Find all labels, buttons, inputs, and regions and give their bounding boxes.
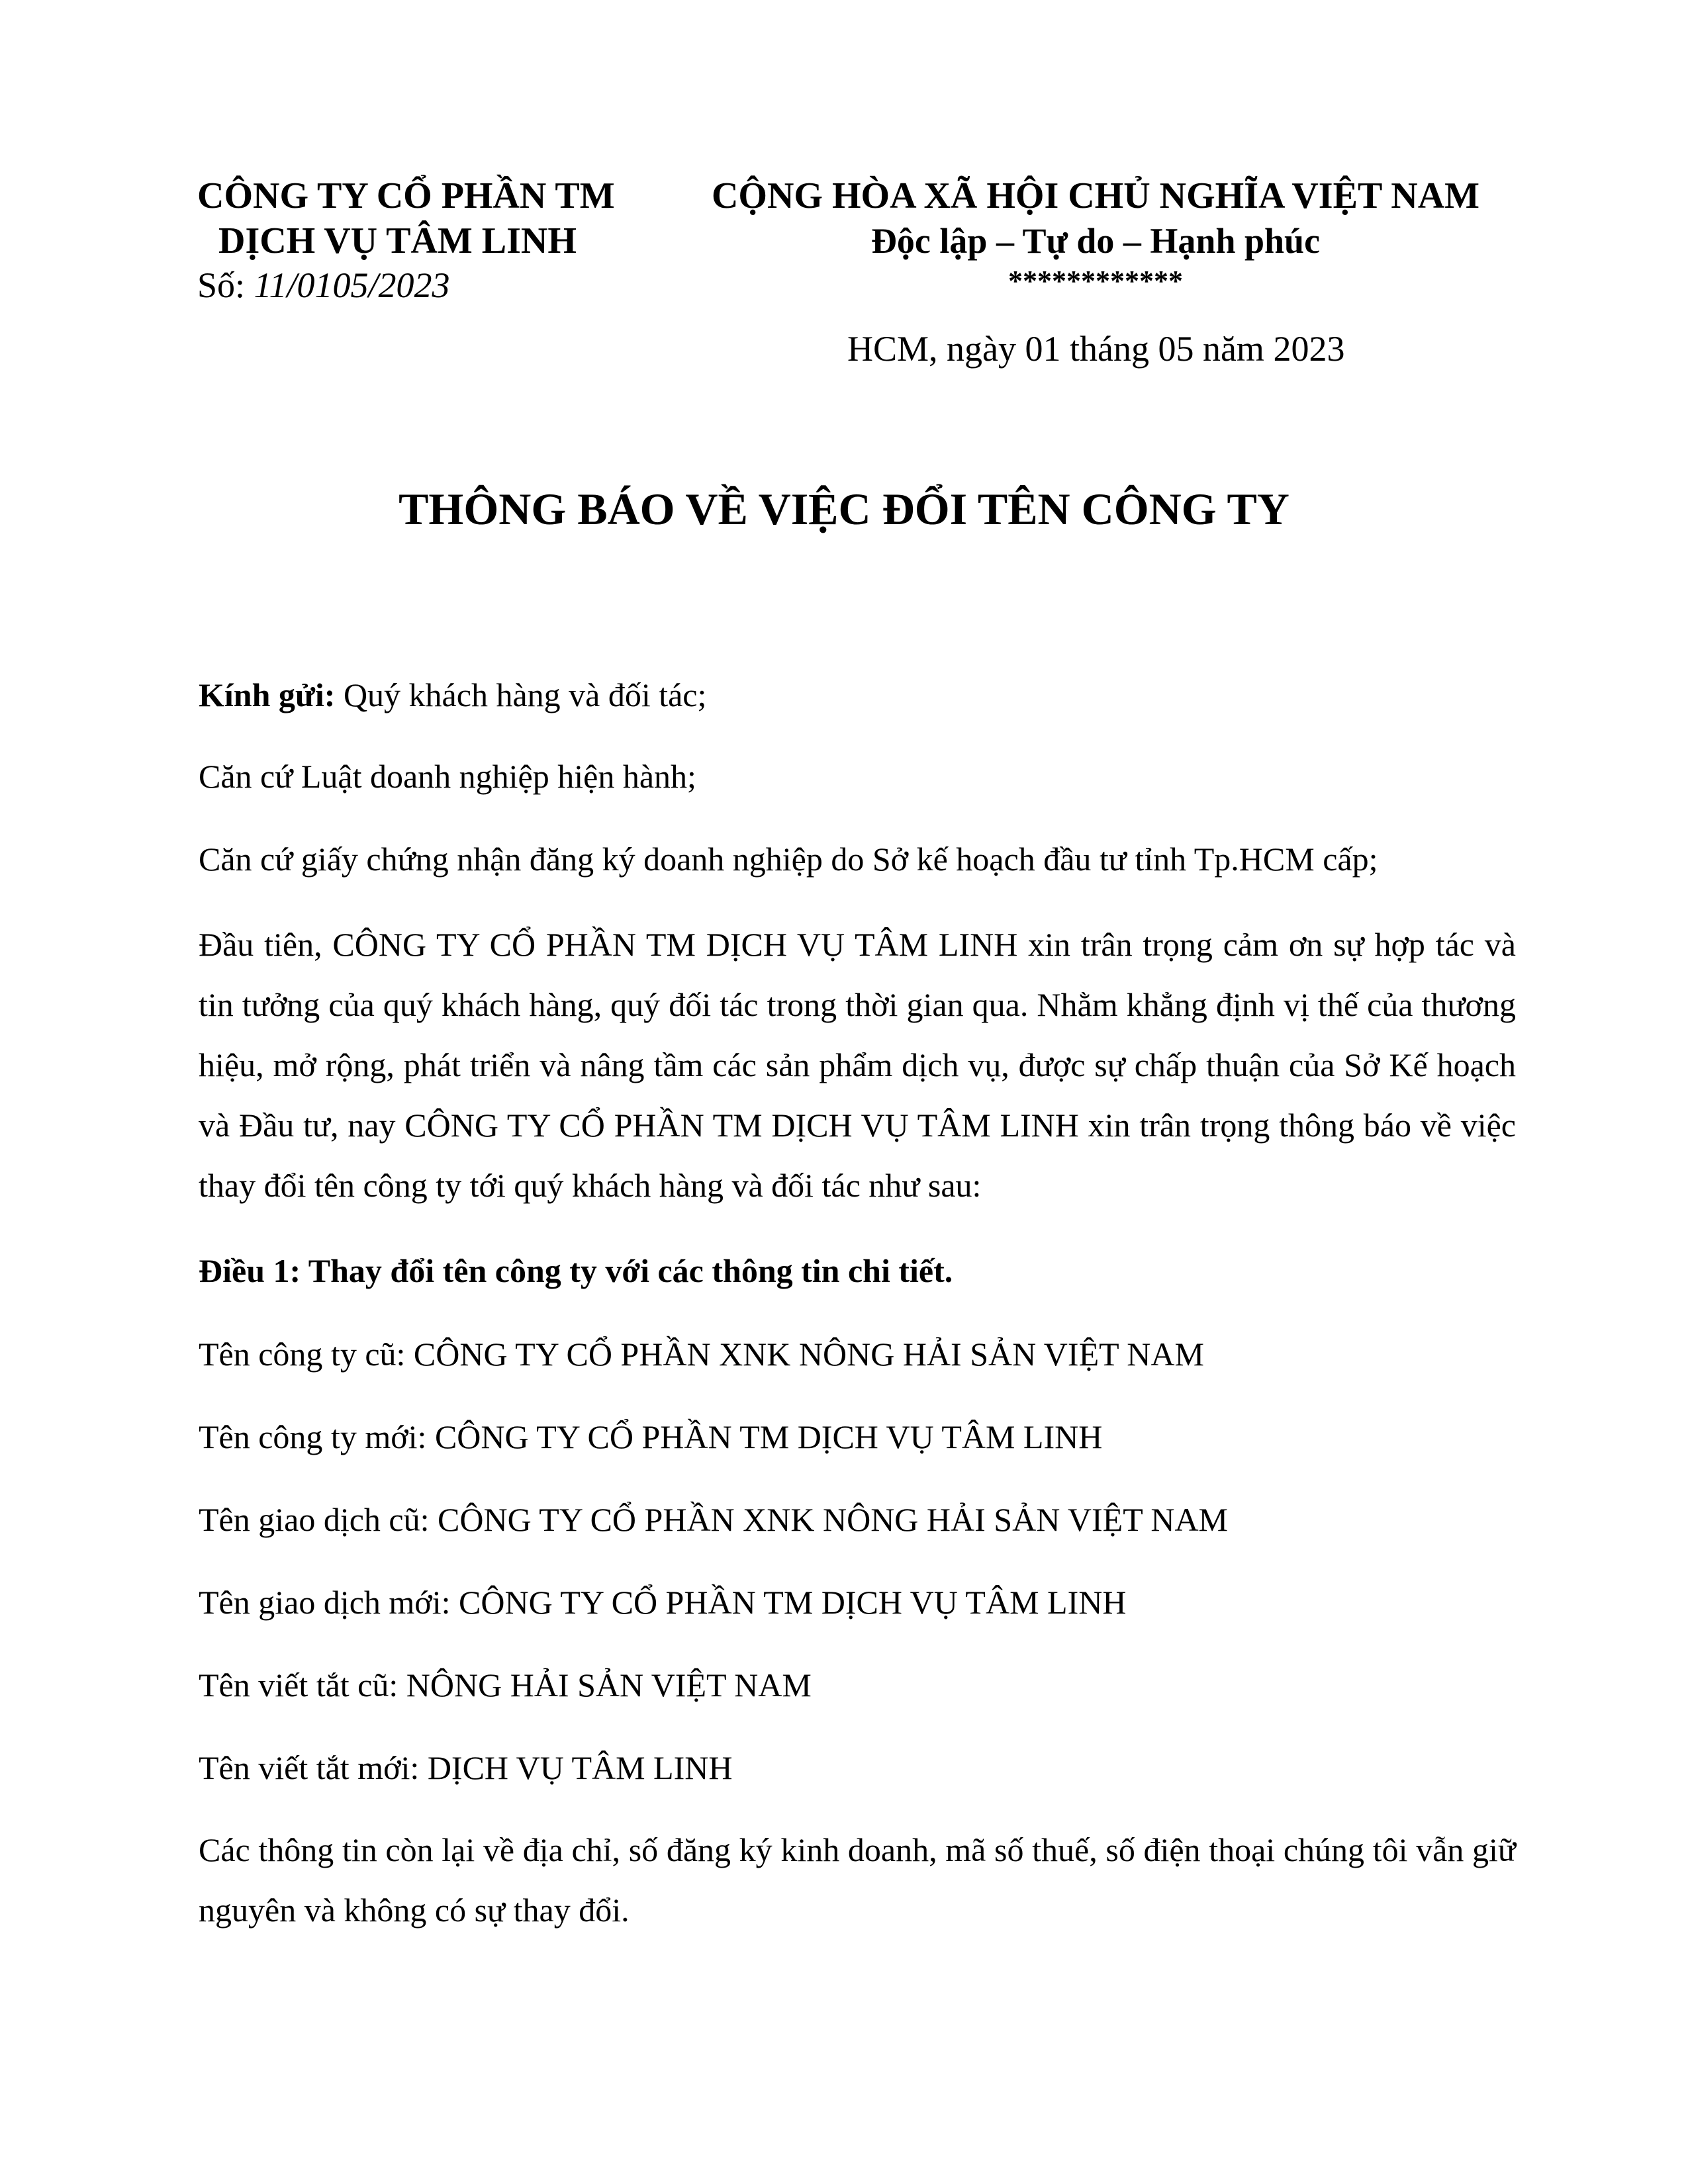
detail-new-company-name <box>199 1417 1102 1457</box>
nation-name: CỘNG HÒA XÃ HỘI CHỦ NGHĨA VIỆT NAM <box>711 175 1480 216</box>
intro-paragraph-text: Đầu tiên, CÔNG TY CỔ PHẦN TM DỊCH VỤ TÂM LINH xin trân trọng cảm ơn sự hợp tác và tin tưởng của quý khách hàng, quý đối tác trong thời gian qua. Nhằm khẳng định vị thế của thương hiệu, mở rộng, phát triển và nâng tầm các sản phẩm dịch vụ, được sự chấp thuận của Sở Kế hoạch và Đầu tư, nay CÔNG TY CỔ PHẦN TM DỊCH VỤ TÂM LINH xin trân trọng thông báo về việc thay đổi tên công ty tới quý khách hàng và đối tác như sau: <box>199 926 1516 1204</box>
detail-new-short-name <box>199 1748 732 1788</box>
document-number-value: 11/0105/2023 <box>254 265 450 305</box>
nation-motto: Độc lập – Tự do – Hạnh phúc <box>870 221 1321 261</box>
document-number-label: Số: <box>197 265 254 305</box>
legal-basis-1: Căn cứ Luật doanh nghiệp hiện hành; <box>199 758 696 795</box>
detail-label: Tên giao dịch mới: <box>199 1584 459 1621</box>
detail-value: CÔNG TY CỔ PHẦN TM DỊCH VỤ TÂM LINH <box>459 1584 1127 1621</box>
detail-new-trade-name <box>199 1582 1126 1622</box>
intro-paragraph <box>199 915 1516 1216</box>
recipient-label: Kính gửi: <box>199 676 336 713</box>
document-number <box>197 263 450 307</box>
detail-old-short-name <box>199 1665 812 1705</box>
article-1-heading: Điều 1: Thay đổi tên công ty với các thông tin chi tiết. <box>199 1252 953 1289</box>
detail-value: DỊCH VỤ TÂM LINH <box>427 1749 733 1786</box>
detail-label: Tên viết tắt cũ: <box>199 1666 406 1704</box>
detail-value: NÔNG HẢI SẢN VIỆT NAM <box>406 1666 812 1704</box>
recipient-value: Quý khách hàng và đối tác; <box>335 676 707 713</box>
detail-label: Tên giao dịch cũ: <box>199 1501 438 1538</box>
detail-value: CÔNG TY CỔ PHẦN XNK NÔNG HẢI SẢN VIỆT NAM <box>413 1336 1204 1373</box>
header-separator: ************ <box>1008 265 1183 297</box>
legal-basis-2: Căn cứ giấy chứng nhận đăng ký doanh nghiệp do Sở kế hoạch đầu tư tỉnh Tp.HCM cấp; <box>199 841 1378 878</box>
detail-old-company-name <box>199 1334 1204 1374</box>
company-name-line1: CÔNG TY CỔ PHẦN TM <box>197 175 615 216</box>
detail-value: CÔNG TY CỔ PHẦN XNK NÔNG HẢI SẢN VIỆT NAM <box>438 1501 1229 1538</box>
place-date: HCM, ngày 01 tháng 05 năm 2023 <box>847 329 1345 369</box>
detail-value: CÔNG TY CỔ PHẦN TM DỊCH VỤ TÂM LINH <box>434 1418 1103 1455</box>
closing-paragraph-text: Các thông tin còn lại về địa chỉ, số đăng ký kinh doanh, mã số thuế, số điện thoại chúng tôi vẫn giữ nguyên và không có sự thay đổi. <box>199 1831 1516 1929</box>
detail-label: Tên công ty cũ: <box>199 1336 414 1373</box>
detail-label: Tên viết tắt mới: <box>199 1749 428 1786</box>
document-title: THÔNG BÁO VỀ VIỆC ĐỔI TÊN CÔNG TY <box>399 484 1289 534</box>
recipient-line <box>199 675 706 715</box>
company-name-line2: DỊCH VỤ TÂM LINH <box>218 220 577 261</box>
detail-old-trade-name <box>199 1500 1228 1539</box>
closing-paragraph <box>199 1820 1516 1940</box>
detail-label: Tên công ty mới: <box>199 1418 435 1455</box>
